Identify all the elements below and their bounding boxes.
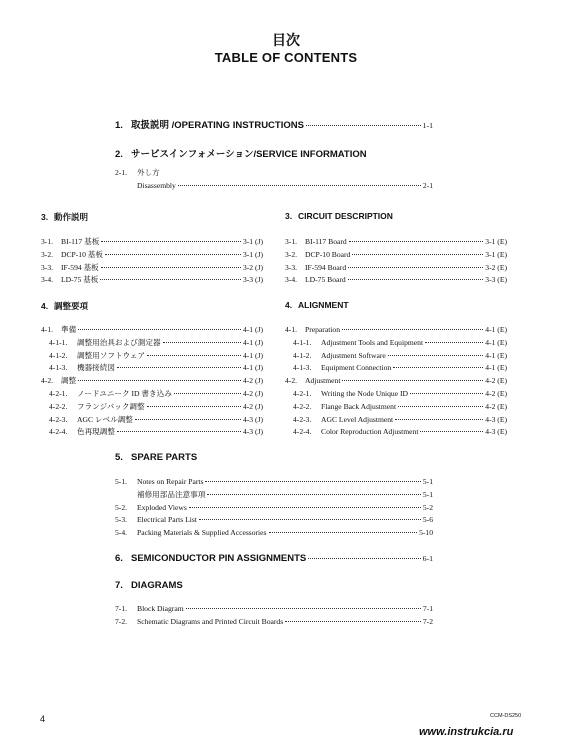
toc-entry[interactable]: 3-4. LD-75 基板 3-3 (J): [41, 275, 263, 285]
toc-list-2: [115, 167, 433, 193]
toc-entry[interactable]: 補修用部品注意事項 5-1: [137, 489, 433, 499]
toc-entry[interactable]: 4-2-1. ノードユニーク ID 書き込み 4-2 (J): [49, 388, 263, 398]
toc-section-3-jp: 3. 動作説明: [41, 212, 89, 222]
toc-section-4-en: 4. ALIGNMENT: [285, 300, 349, 310]
toc-entry[interactable]: 3-2. DCP-10 基板 3-1 (J): [41, 249, 263, 259]
toc-section-4-jp: 4. 調整要項: [41, 301, 89, 311]
watermark-url[interactable]: www.instrukcia.ru: [419, 726, 514, 738]
toc-entry[interactable]: 7-2. Schematic Diagrams and Printed Circuit Boards 7-2: [115, 616, 433, 626]
toc-section-5: 5. SPARE PARTS: [115, 452, 198, 463]
toc-entry[interactable]: 4-2-3. AGC レベル調整 4-3 (J): [49, 414, 263, 424]
toc-list-3-jp: [41, 236, 263, 287]
section-number: 1.: [115, 120, 123, 131]
toc-list-3-en: [285, 236, 507, 287]
toc-entry[interactable]: 3-1. BI-117 Board 3-1 (E): [285, 237, 507, 246]
toc-entry-2-1-en[interactable]: Disassembly 2-1: [137, 180, 433, 190]
dot-leader: [178, 185, 421, 186]
toc-list-7: [115, 603, 433, 629]
toc-entry[interactable]: 3-4. LD-75 Board 3-3 (E): [285, 275, 507, 285]
toc-entry[interactable]: 4-1. 準備 4-1 (J): [41, 325, 263, 334]
toc-section-1[interactable]: [115, 120, 433, 133]
toc-entry[interactable]: 4-2. Adjustment 4-2 (E): [285, 376, 507, 386]
toc-entry[interactable]: 5-4. Packing Materials & Supplied Accessories 5-10: [115, 528, 433, 538]
toc-entry[interactable]: 4-1-2. 調整用ソフトウェア 4-1 (J): [49, 350, 263, 360]
toc-entry[interactable]: 4-1-3. 機器接続図 4-1 (J): [49, 363, 263, 373]
toc-section-2: [115, 146, 367, 160]
toc-section-3-en: 3. CIRCUIT DESCRIPTION: [285, 211, 393, 221]
toc-entry[interactable]: 4-1. Preparation 4-1 (E): [285, 325, 507, 334]
toc-entry[interactable]: 4-2-2. フランジバック調整 4-2 (J): [49, 401, 263, 411]
toc-section-7: 7. DIAGRAMS: [115, 580, 183, 591]
toc-entry[interactable]: 4-2-1. Writing the Node Unique ID 4-2 (E): [293, 388, 507, 398]
toc-entry[interactable]: 4-1-1. Adjustment Tools and Equipment 4-1 (E): [293, 337, 507, 347]
toc-entry[interactable]: 3-3. IF-594 基板 3-2 (J): [41, 262, 263, 272]
toc-entry[interactable]: 4-2-2. Flange Back Adjustment 4-2 (E): [293, 401, 507, 411]
toc-entry[interactable]: 4-1-1. 調整用治具および測定器 4-1 (J): [49, 337, 263, 347]
toc-entry[interactable]: 5-2. Exploded Views 5-2: [115, 502, 433, 512]
doc-code: CCM-DS250: [490, 713, 522, 719]
page-title: TABLE OF CONTENTS: [214, 50, 358, 65]
toc-list-5: [115, 476, 433, 540]
toc-entry-2-1[interactable]: 2-1. 外し方: [115, 168, 160, 177]
section-title: サービスインフォメーション/SERVICE INFORMATION: [131, 149, 367, 160]
section-title: 取扱説明 /OPERATING INSTRUCTIONS: [131, 120, 304, 131]
toc-entry[interactable]: 4-2-4. 色再現調整 4-3 (J): [49, 427, 263, 437]
toc-section-6[interactable]: 6. SEMICONDUCTOR PIN ASSIGNMENTS 6-1: [115, 553, 433, 564]
dot-leader: [306, 125, 421, 126]
toc-entry[interactable]: 4-2-3. AGC Level Adjustment 4-3 (E): [293, 414, 507, 424]
toc-list-4-en: [285, 324, 507, 439]
page-title-jp: 目次: [272, 32, 300, 48]
toc-list-4-jp: [41, 324, 263, 439]
toc-entry[interactable]: 4-2-4. Color Reproduction Adjustment 4-3 (E): [293, 427, 507, 437]
toc-entry[interactable]: 4-2. 調整 4-2 (J): [41, 376, 263, 386]
section-number: 2.: [115, 149, 123, 160]
toc-entry[interactable]: 3-1. BI-117 基板 3-1 (J): [41, 237, 263, 246]
toc-entry[interactable]: 5-1. Notes on Repair Parts 5-1: [115, 477, 433, 486]
toc-entry[interactable]: 3-3. IF-594 Board 3-2 (E): [285, 262, 507, 272]
toc-entry[interactable]: 4-1-3. Equipment Connection 4-1 (E): [293, 363, 507, 373]
toc-entry[interactable]: 7-1. Block Diagram 7-1: [115, 604, 433, 613]
toc-entry[interactable]: 5-3. Electrical Parts List 5-6: [115, 515, 433, 525]
section-page: 1-1: [422, 121, 433, 130]
toc-entry[interactable]: 3-2. DCP-10 Board 3-1 (E): [285, 249, 507, 259]
toc-entry[interactable]: 4-1-2. Adjustment Software 4-1 (E): [293, 350, 507, 360]
page-number: 4: [40, 714, 46, 724]
